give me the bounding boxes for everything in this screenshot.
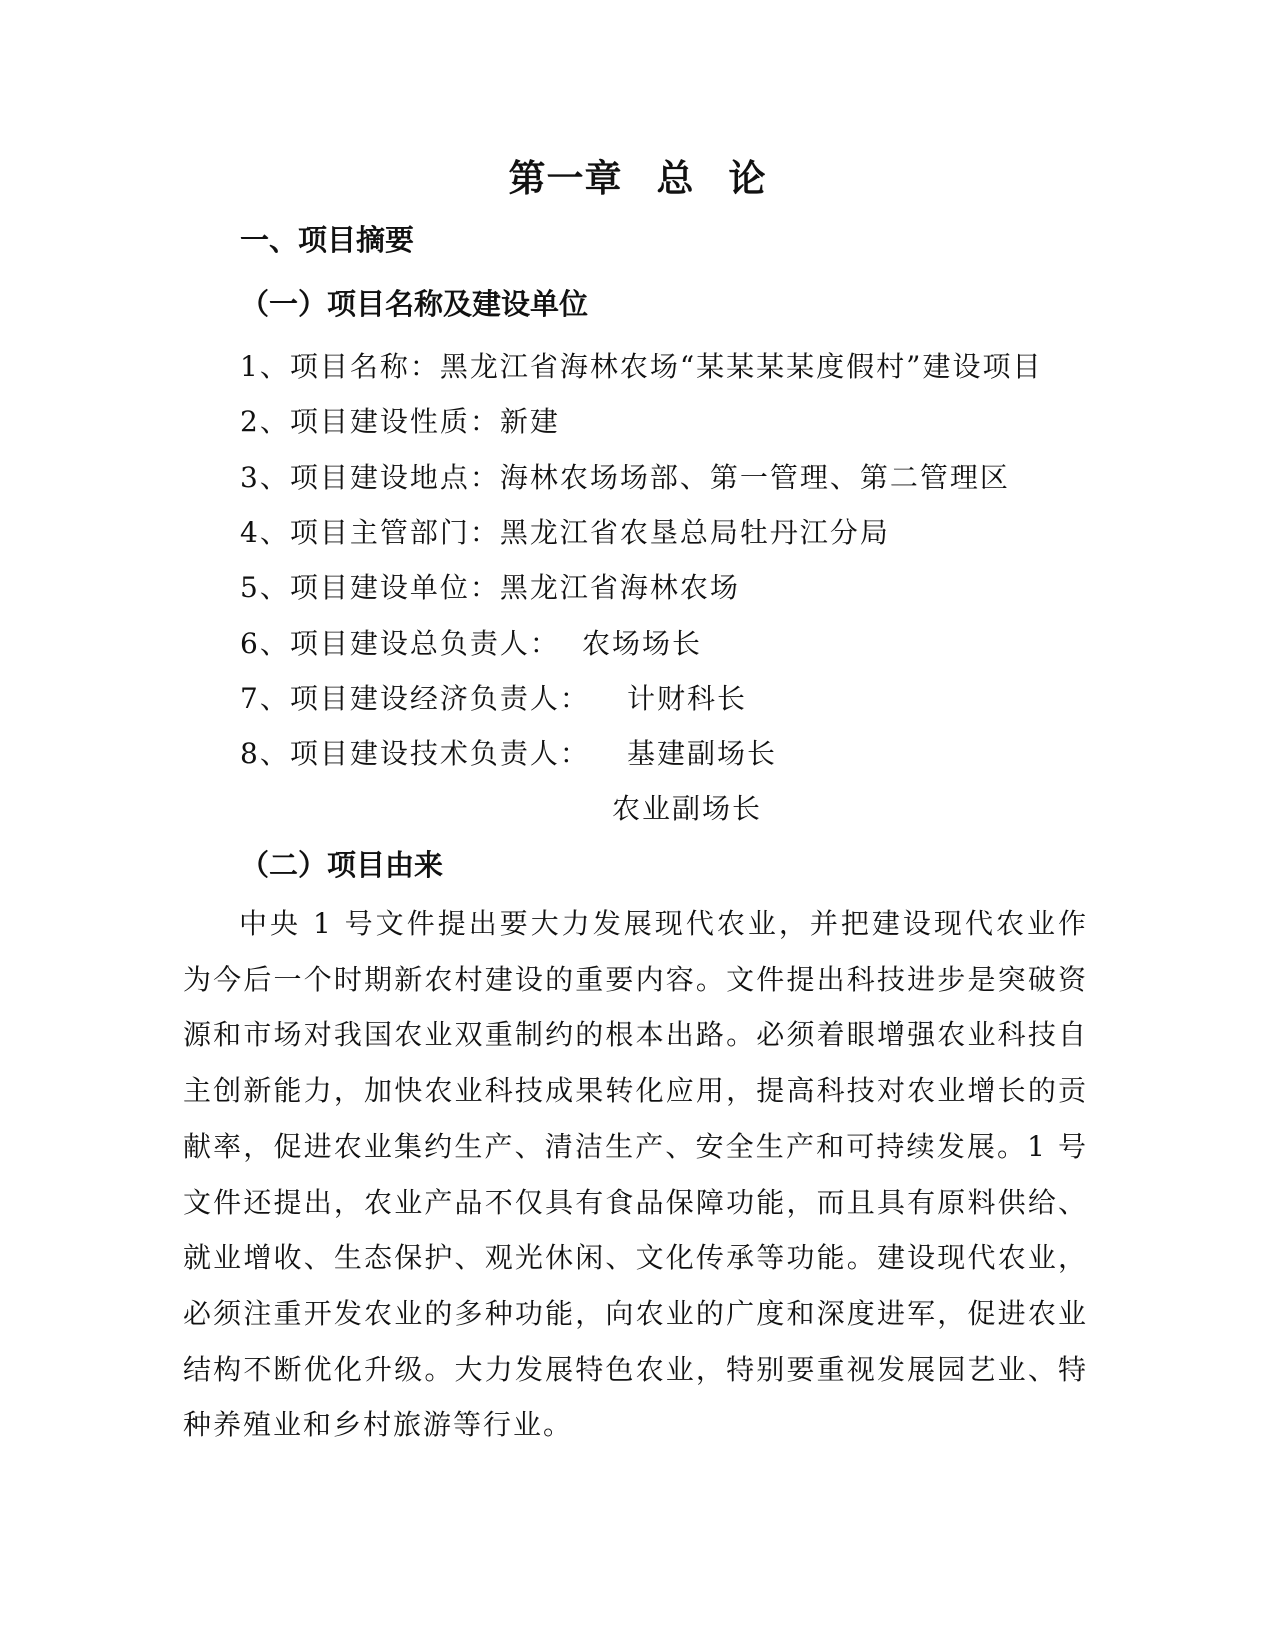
info-item-value: 黑龙江省海林农场 [499,571,740,604]
info-item-label: 5、项目建设单位： [240,571,500,604]
subsection-heading-origin: （二）项目由来 [240,848,444,882]
chapter-title [0,148,1275,202]
info-item-label: 8、项目建设技术负责人： [240,737,590,770]
section-heading-project-summary: 一、项目摘要 [240,223,415,257]
info-item-label: 4、项目主管部门： [240,516,500,549]
info-item-label: 7、项目建设经济负责人： [240,682,590,715]
info-item-location [240,456,1010,496]
info-item-value: 海林农场场部、第一管理、第二管理区 [499,461,1010,494]
info-item-value: 农场场长 [582,627,703,660]
body-paragraph: 中央 1 号文件提出要大力发展现代农业，并把建设现代农业作为今后一个时期新农村建设的重要内容。文件提出科技进步是突破资源和市场对我国农业双重制约的根本出路。必须着眼增强农业科技自主创新能力，加快农业科技成果转化应用，提高科技对农业增长的贡献率，促进农业集约生产、清洁生产、安全生产和可持续发展。1 号文件还提出，农业产品不仅具有食品保障功能，而且具有原料供给、就业增收、生态保护、观光休闲、文化传承等功能。建设现代农业，必须注重开发农业的多种功能，向农业的广度和深度进军，促进农业结构不断优化升级。大力发展特色农业，特别要重视发展园艺业、特种养殖业和乡村旅游等行业。 [183,907,1088,1442]
info-item-nature [240,400,560,440]
info-item-value: 黑龙江省海林农场“某某某某度假村”建设项目 [439,350,1043,383]
info-item-department [240,511,890,551]
info-item-unit [240,566,740,606]
info-item-value: 计财科长 [627,682,748,715]
info-item-label: 2、项目建设性质： [240,405,500,438]
info-item-value: 基建副场长 [627,737,778,770]
subsection-heading-name-and-unit: （一）项目名称及建设单位 [240,287,589,321]
info-item-technical-lead [240,732,778,772]
info-item-label: 1、项目名称： [240,350,440,383]
info-item-general-lead [240,622,703,662]
info-item-value: 黑龙江省农垦总局牡丹江分局 [499,516,890,549]
chapter-title-word-1: 总 [656,157,695,200]
chapter-title-number: 第一章 [508,157,623,200]
info-item-label: 6、项目建设总负责人： [240,627,560,660]
chapter-title-word-2: 论 [728,157,767,200]
info-item-value: 新建 [499,405,560,438]
info-item-technical-lead-continuation: 农业副场长 [612,792,763,825]
info-item-label: 3、项目建设地点： [240,461,500,494]
info-item-project-name [240,345,1042,385]
info-item-economic-lead [240,677,748,717]
